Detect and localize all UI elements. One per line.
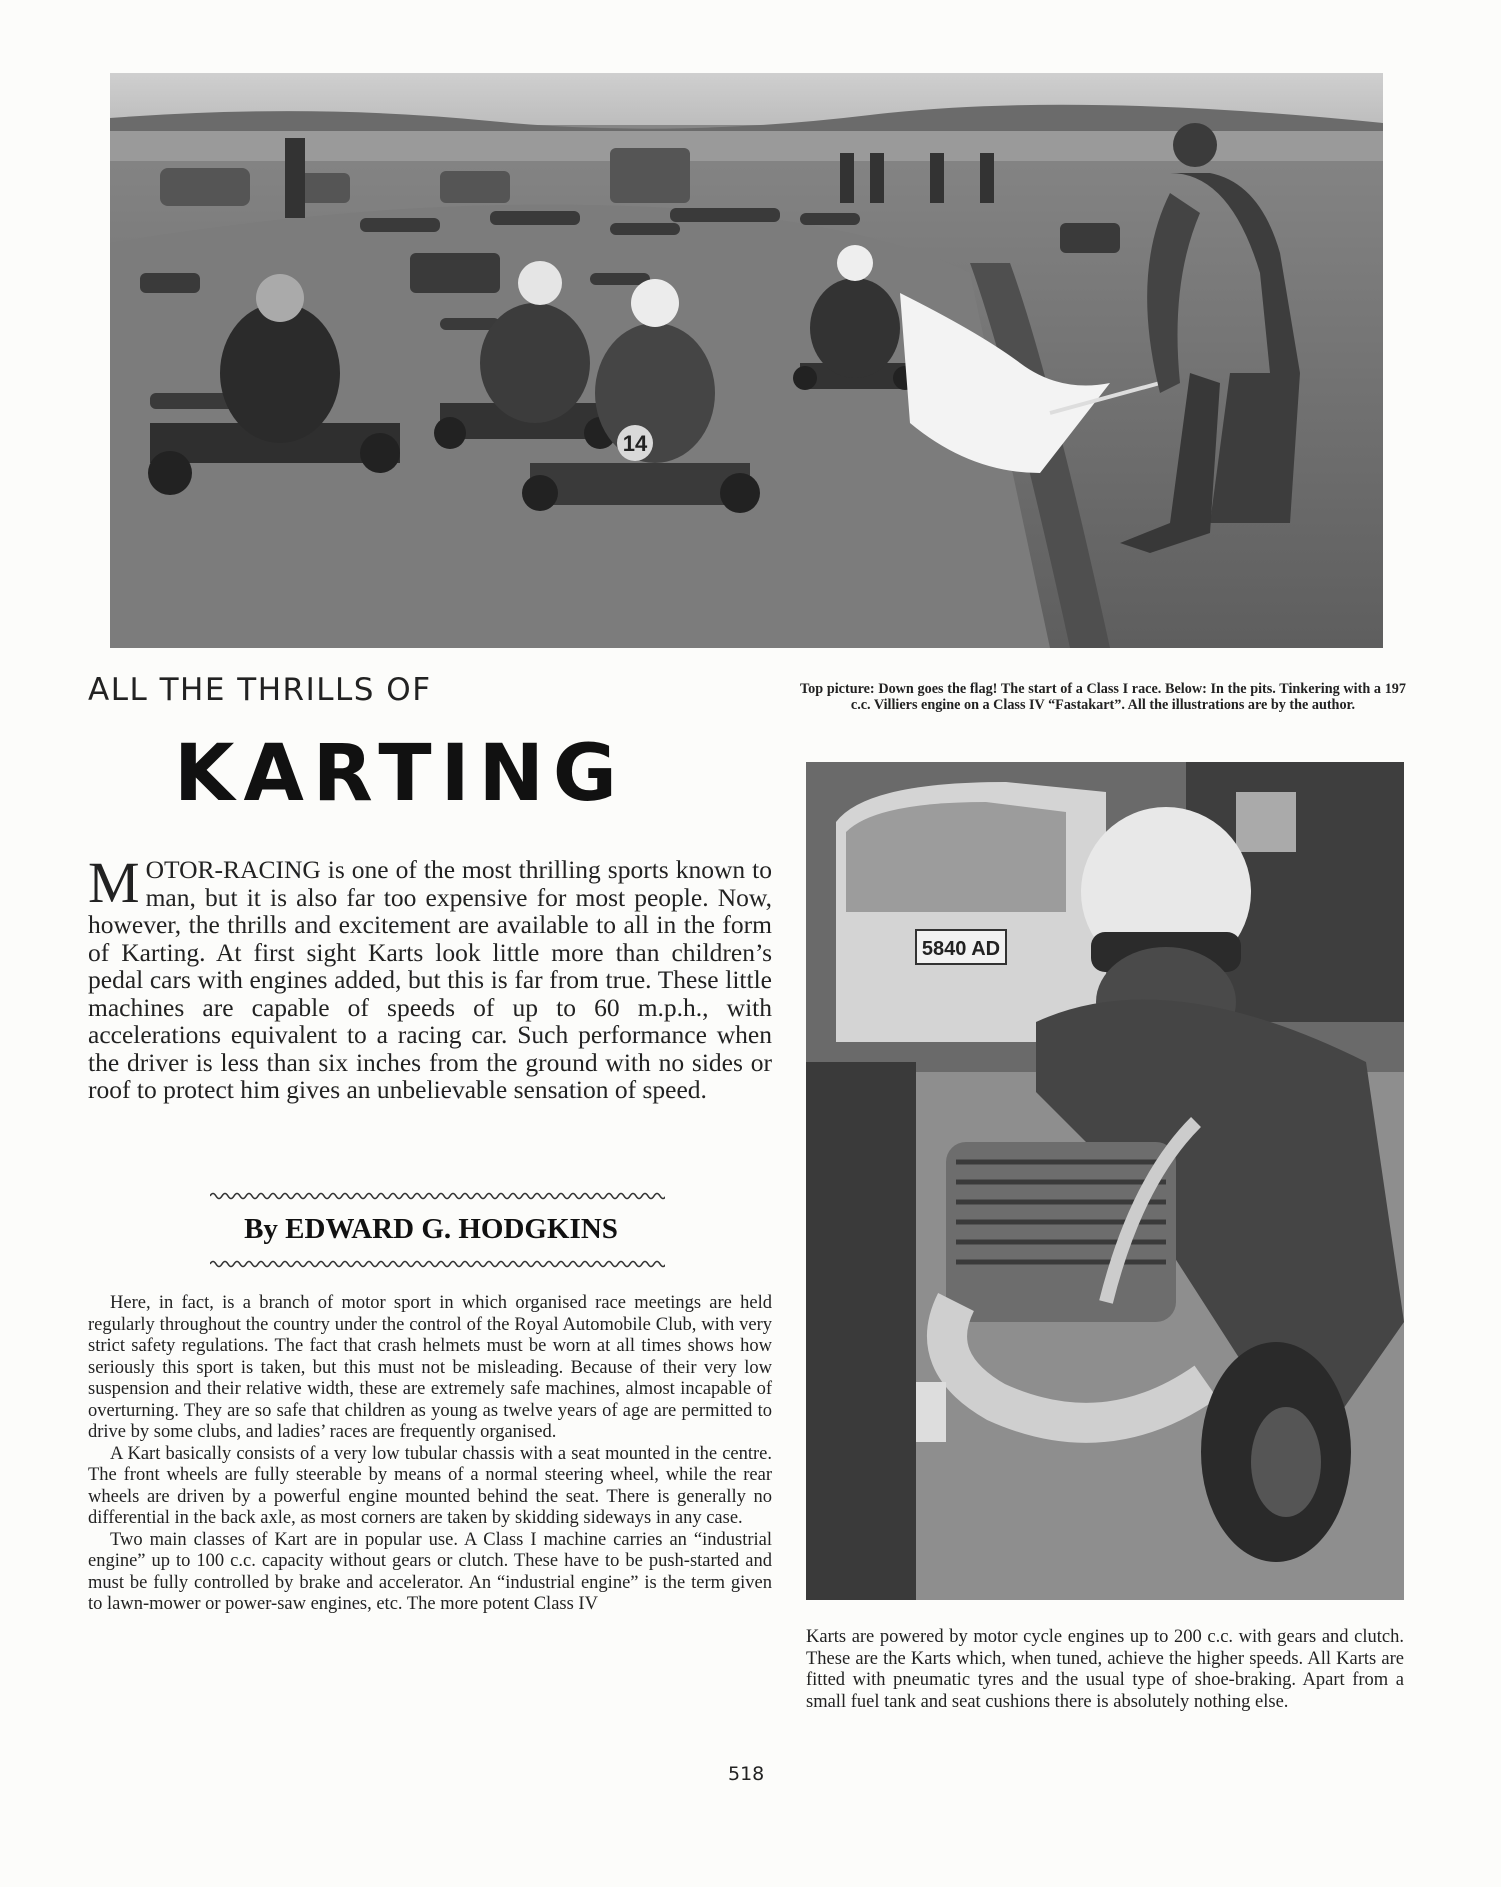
body-paragraph: Two main classes of Kart are in popular use. A Class I machine carries an “industrial engine” up to 100 c.c. capacity without gears or clutch. These have to be push-started and must be fully controlled by brake and accelerator. An “industrial engine” is the term given to lawn-mower or power-saw engines, etc. The more potent Class IV [88, 1529, 772, 1614]
drop-cap: M [88, 850, 140, 915]
photo-caption: Top picture: Down goes the flag! The start of a Class I race. Below: In the pits. Tinkering with a 197 c.c. Villiers engine on a Class IV “Fastakart”. All the illustrations are by the author. [800, 681, 1406, 713]
race-start-illustration [110, 73, 1383, 648]
race-start-photo [110, 73, 1383, 648]
intro-text: OTOR-RACING is one of the most thrilling sports known to man, but it is also far too expensive for most people. Now, however, the thrills and excitement are available to all in the form of Karting. At first sight Karts look little more than children’s pedal cars with engines added, but this is far from true. These little machines are capable of speeds of up to 60 m.p.h., with accelerations equivalent to a racing car. Such performance when the driver is less than six inches from the ground with no sides or roof to protect him gives an unbelievable sensation of speed. [88, 855, 772, 1104]
pits-photo [806, 762, 1404, 1600]
kart-number: 14 [622, 431, 648, 456]
body-column-left [88, 1293, 772, 1616]
intro-paragraph [88, 850, 772, 1104]
body-column-right: Karts are powered by motor cycle engines up to 200 c.c. with gears and clutch. These are the Karts which, when tuned, achieve the higher speeds. All Karts are fitted with pneumatic tyres and the usual type of shoe-braking. Apart from a small fuel tank and seat cushions there is absolutely nothing else. [806, 1627, 1404, 1712]
wavy-rule-top [210, 1190, 665, 1202]
body-paragraph: A Kart basically consists of a very low tubular chassis with a seat mounted in the centre. The front wheels are fully steerable by means of a normal steering wheel, while the rear wheels are driven by a powerful engine mounted behind the seat. There is generally no differential in the back axle, as most corners are taken by skidding sideways in any case. [88, 1443, 772, 1528]
body-paragraph: Here, in fact, is a branch of motor sport in which organised race meetings are held regularly throughout the country under the control of the Royal Automobile Club, with very strict safety regulations. The fact that crash helmets must be worn at all times shows how seriously this sport is taken, but this must not be misleading. Because of their very low suspension and their relative width, these are extremely safe machines, almost incapable of overturning. They are so safe that children as young as twelve years of age are permitted to drive by some clubs, and ladies’ races are frequently organised. [88, 1293, 772, 1442]
byline: By EDWARD G. HODGKINS [244, 1213, 618, 1245]
article-title: KARTING [174, 729, 626, 819]
article-subhead: ALL THE THRILLS OF [88, 672, 432, 708]
pits-illustration [806, 762, 1404, 1600]
page-number: 518 [728, 1763, 765, 1785]
number-plate: 5840 AD [921, 938, 1001, 960]
wavy-rule-bottom [210, 1258, 665, 1270]
